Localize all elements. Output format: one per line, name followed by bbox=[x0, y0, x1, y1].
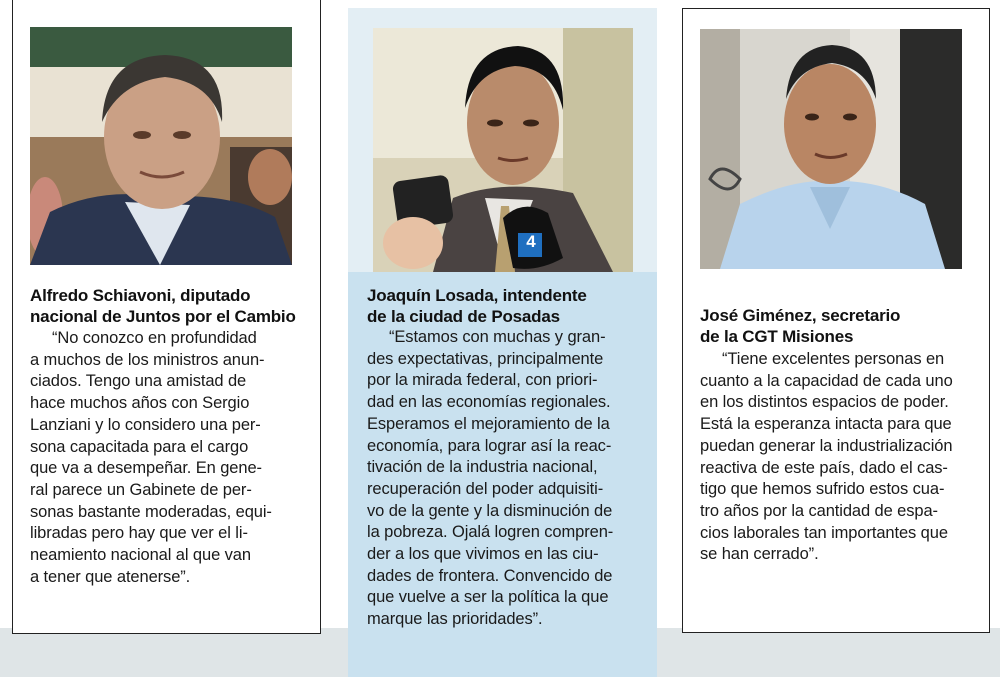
quote-line: por la mirada federal, con priori- bbox=[367, 371, 598, 390]
quote-line: ral parece un Gabinete de per- bbox=[30, 480, 252, 499]
quote-schiavoni bbox=[30, 328, 313, 588]
quote-line: Está la esperanza intacta para que bbox=[700, 415, 952, 434]
quote-line: a muchos de los ministros anun- bbox=[30, 350, 265, 369]
quote-line: puedan generar la industrialización bbox=[700, 436, 953, 455]
quote-line: recuperación del poder adquisiti- bbox=[367, 479, 604, 498]
quote-line: economía, para lograr así la reac- bbox=[367, 436, 612, 455]
quote-line: que va a desempeñar. En gene- bbox=[30, 459, 262, 478]
quote-line: reactiva de este país, dado el cas- bbox=[700, 458, 948, 477]
quote-line: vo de la gente y la disminución de bbox=[367, 501, 613, 520]
quote-line: “Estamos con muchas y gran- bbox=[389, 328, 606, 346]
name-schiavoni bbox=[30, 285, 296, 327]
column-schiavoni bbox=[12, 0, 321, 634]
quote-line: se han cerrado”. bbox=[700, 545, 819, 564]
name-line: de la ciudad de Posadas bbox=[367, 307, 560, 326]
quote-line: sona capacitada para el cargo bbox=[30, 437, 249, 456]
column-losada bbox=[348, 8, 657, 677]
mic-logo-text: 4 bbox=[526, 232, 536, 251]
quote-line: tivación de la industria nacional, bbox=[367, 458, 598, 477]
quote-line: des expectativas, principalmente bbox=[367, 349, 604, 368]
name-line: José Giménez, secretario bbox=[700, 306, 901, 325]
photo-losada bbox=[373, 28, 633, 272]
quote-line: ciados. Tengo una amistad de bbox=[30, 372, 247, 391]
quote-line: tigo que hemos sufrido estos cua- bbox=[700, 480, 945, 499]
name-line: Joaquín Losada, intendente bbox=[367, 286, 587, 305]
name-gimenez bbox=[700, 305, 900, 347]
column-gimenez bbox=[682, 8, 990, 633]
quote-line: en los distintos espacios de poder. bbox=[700, 393, 949, 412]
quote-gimenez bbox=[700, 349, 985, 566]
quote-line: a tener que atenerse”. bbox=[30, 567, 191, 586]
name-line: nacional de Juntos por el Cambio bbox=[30, 307, 296, 326]
name-line: de la CGT Misiones bbox=[700, 327, 854, 346]
quote-line: “No conozco en profundidad bbox=[52, 329, 257, 347]
quote-line: sonas bastante moderadas, equi- bbox=[30, 502, 272, 521]
quote-line: Lanziani y lo considero una per- bbox=[30, 415, 261, 434]
name-line: Alfredo Schiavoni, diputado bbox=[30, 286, 251, 305]
quote-line: neamiento nacional al que van bbox=[30, 546, 251, 565]
photo-schiavoni bbox=[30, 27, 292, 265]
quote-line: que vuelve a ser la política la que bbox=[367, 588, 609, 607]
quote-line: la pobreza. Ojalá logren compren- bbox=[367, 523, 614, 542]
quote-line: cios laborales tan importantes que bbox=[700, 523, 948, 542]
quote-line: libradas pero hay que ver el li- bbox=[30, 524, 248, 543]
quote-line: “Tiene excelentes personas en bbox=[722, 350, 945, 368]
quote-line: hace muchos años con Sergio bbox=[30, 394, 250, 413]
name-losada bbox=[367, 285, 587, 327]
quote-line: dad en las economías regionales. bbox=[367, 393, 611, 412]
quote-line: tro años por la cantidad de espa- bbox=[700, 501, 938, 520]
quote-line: marque las prioridades”. bbox=[367, 610, 543, 629]
quote-line: Esperamos el mejoramiento de la bbox=[367, 414, 610, 433]
quote-line: cuanto a la capacidad de cada uno bbox=[700, 371, 953, 390]
quote-line: dades de frontera. Convencido de bbox=[367, 566, 613, 585]
quote-line: der a los que vivimos en las ciu- bbox=[367, 545, 599, 564]
photo-gimenez bbox=[700, 29, 962, 269]
quote-losada bbox=[367, 327, 652, 631]
